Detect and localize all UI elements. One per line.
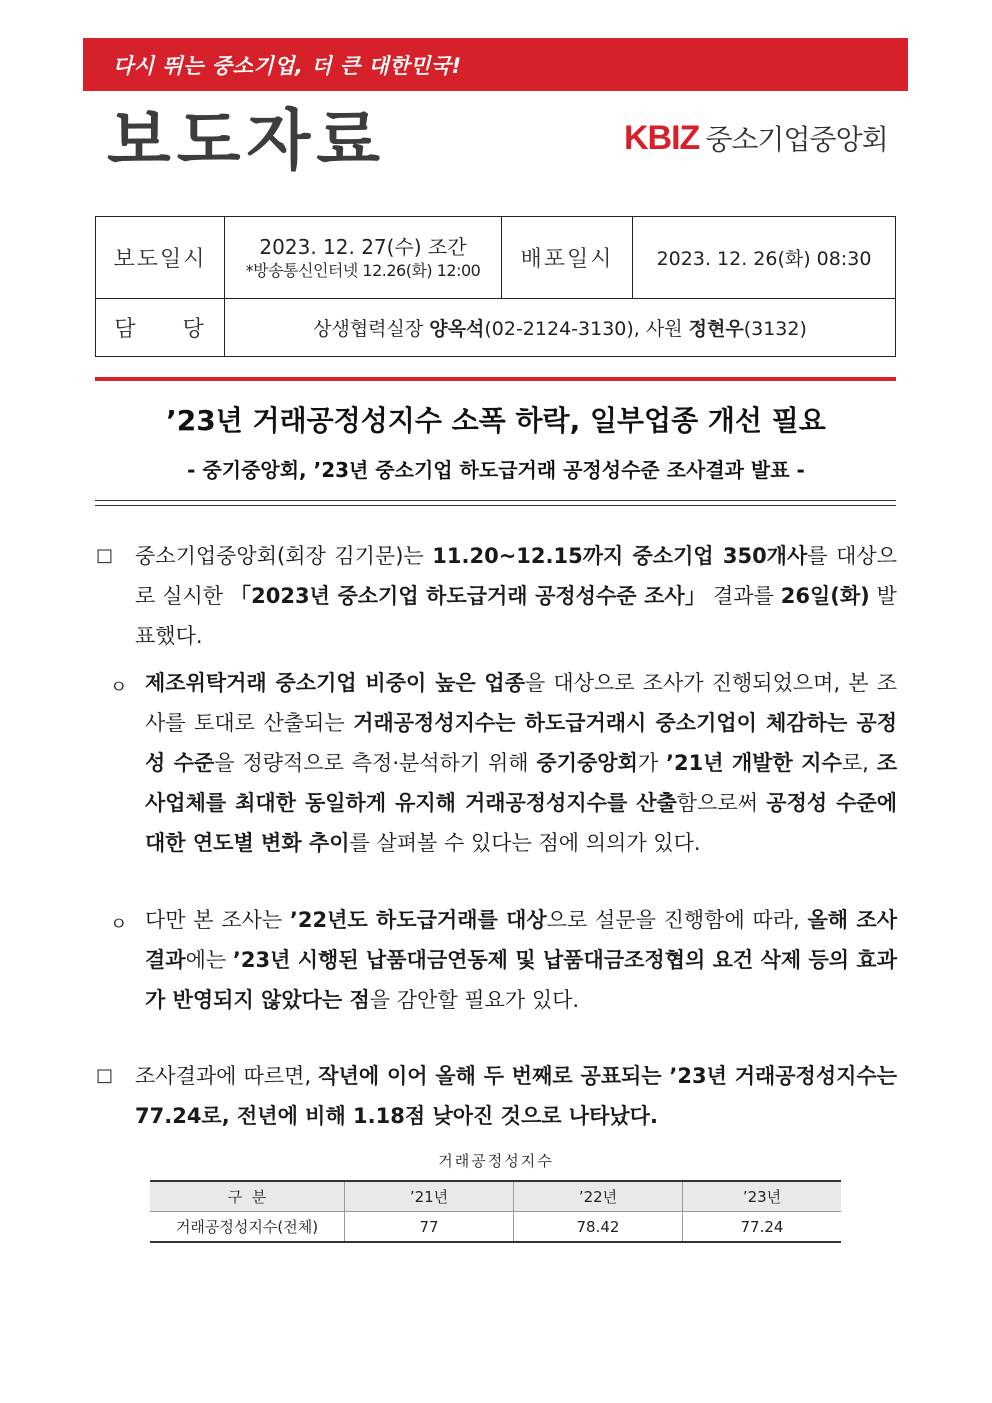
text-run: 다만 본 조사는 xyxy=(145,908,290,932)
text-run: 중소기업중앙회(회장 김기문)는 xyxy=(135,544,433,568)
paragraph-1 xyxy=(135,536,897,656)
bold-text-run: ’22년도 하도급거래를 대상 xyxy=(289,908,547,932)
contact-label: 담 당 xyxy=(96,299,225,357)
table-header-cell: ’22년 xyxy=(514,1181,683,1212)
table-header-cell: ’21년 xyxy=(345,1181,514,1212)
table-cell: 거래공정성지수(전체) xyxy=(150,1212,345,1243)
subheadline: - 중기중앙회, ’23년 중소기업 하도급거래 공정성수준 조사결과 발표 - xyxy=(187,458,805,482)
contact-name-1: 양옥석 xyxy=(429,318,485,340)
bold-text-run: 11.20~12.15까지 중소기업 350개사 xyxy=(432,544,808,568)
text-run: 함으로써 xyxy=(676,791,767,815)
release-date-label: 보도일시 xyxy=(96,217,225,299)
bold-text-run: ’21년 개발한 지수 xyxy=(666,751,842,775)
logo-name: 중소기업중앙회 xyxy=(705,123,888,156)
bold-text-run: 거래공정성지수는 하도급거래시 중소기업이 체감하는 공정성 수준 xyxy=(145,711,897,775)
bold-text-run: 「2023년 중소기업 하도급거래 공정성수준 조사」 xyxy=(229,584,707,608)
bold-text-run: 26일(화) xyxy=(780,584,870,608)
contact-phone-2: (3132) xyxy=(743,318,807,340)
text-run: 가 xyxy=(637,751,666,775)
paragraph-2 xyxy=(145,663,897,863)
contact-name-2: 정현우 xyxy=(688,318,744,340)
release-date: 2023. 12. 27(수) 조간 xyxy=(259,234,467,259)
release-date-cell xyxy=(225,217,502,299)
text-run: 조사결과에 따르면, xyxy=(135,1064,319,1088)
distribution-date: 2023. 12. 26(화) 08:30 xyxy=(633,217,896,299)
bold-text-run: 조사업체를 최대한 동일하게 유지해 거래공정성지수를 산출 xyxy=(145,751,897,815)
bold-text-run: 올해 조사결과 xyxy=(145,908,897,972)
contact-phone-1: (02-2124-3130), 사원 xyxy=(484,318,683,340)
text-run: 으로 설문을 진행함에 따라, xyxy=(546,908,808,932)
paragraph-4 xyxy=(135,1056,897,1136)
table-cell: 77.24 xyxy=(683,1212,842,1243)
text-run: 발표했다. xyxy=(135,584,897,648)
kbiz-logo xyxy=(624,118,888,158)
text-run: 을 감안할 필요가 있다. xyxy=(369,988,580,1012)
circle-bullet-icon: ㅇ xyxy=(110,677,128,698)
text-run: 을 대상으로 조사가 진행되었으며, 본 조사를 토대로 산출되는 xyxy=(145,671,897,735)
table-row xyxy=(150,1212,841,1243)
contact-cell xyxy=(225,299,896,357)
double-divider xyxy=(95,500,896,506)
bold-text-run: ’23년 시행된 납품대금연동제 및 납품대금조정협의 요건 삭제 등의 효과가 반영되지 않았다는 점 xyxy=(145,948,898,1012)
text-run: 에는 xyxy=(185,948,233,972)
slogan-banner xyxy=(83,38,908,91)
release-broadcast-note: *방송통신인터넷 12.26(화) 12:00 xyxy=(245,260,481,280)
table-cell: 77 xyxy=(345,1212,514,1243)
text-run: 를 대상으로 실시한 xyxy=(135,544,897,608)
table-header-cell: 구 분 xyxy=(150,1181,345,1212)
text-run: 결과를 xyxy=(706,584,781,608)
table-caption: 거래공정성지수 xyxy=(438,1152,554,1170)
contact-dept: 상생협력실장 xyxy=(313,318,424,340)
text-run: 로, xyxy=(841,751,877,775)
fairness-index-table xyxy=(150,1180,841,1243)
paragraph-3 xyxy=(145,900,897,1020)
logo-mark: KBIZ xyxy=(624,118,700,157)
press-release-title: 보도자료 xyxy=(107,102,387,179)
release-info-table xyxy=(95,216,896,357)
table-cell: 78.42 xyxy=(514,1212,683,1243)
distribution-date-label: 배포일시 xyxy=(502,217,633,299)
text-run: 를 살펴볼 수 있다는 점에 의의가 있다. xyxy=(349,831,701,855)
bold-text-run: 중기중앙회 xyxy=(536,751,638,775)
bold-text-run: 공정성 수준에 대한 연도별 변화 추이 xyxy=(145,791,897,855)
slogan-text: 다시 뛰는 중소기업, 더 큰 대한민국! xyxy=(113,54,462,78)
table-header-cell: ’23년 xyxy=(683,1181,842,1212)
red-divider xyxy=(95,377,896,381)
square-bullet-icon: □ xyxy=(96,1065,114,1086)
circle-bullet-icon: ㅇ xyxy=(110,914,128,935)
square-bullet-icon: □ xyxy=(96,545,114,566)
bold-text-run: 작년에 이어 올해 두 번째로 공표되는 ’23년 거래공정성지수는 77.24로, 전년에 비해 1.18점 낮아진 것으로 나타났다. xyxy=(135,1064,897,1128)
bold-text-run: 제조위탁거래 중소기업 비중이 높은 업종 xyxy=(145,671,525,695)
headline: ’23년 거래공정성지수 소폭 하락, 일부업종 개선 필요 xyxy=(166,404,826,437)
text-run: 을 정량적으로 측정·분석하기 위해 xyxy=(214,751,537,775)
table-header-row xyxy=(150,1181,841,1212)
